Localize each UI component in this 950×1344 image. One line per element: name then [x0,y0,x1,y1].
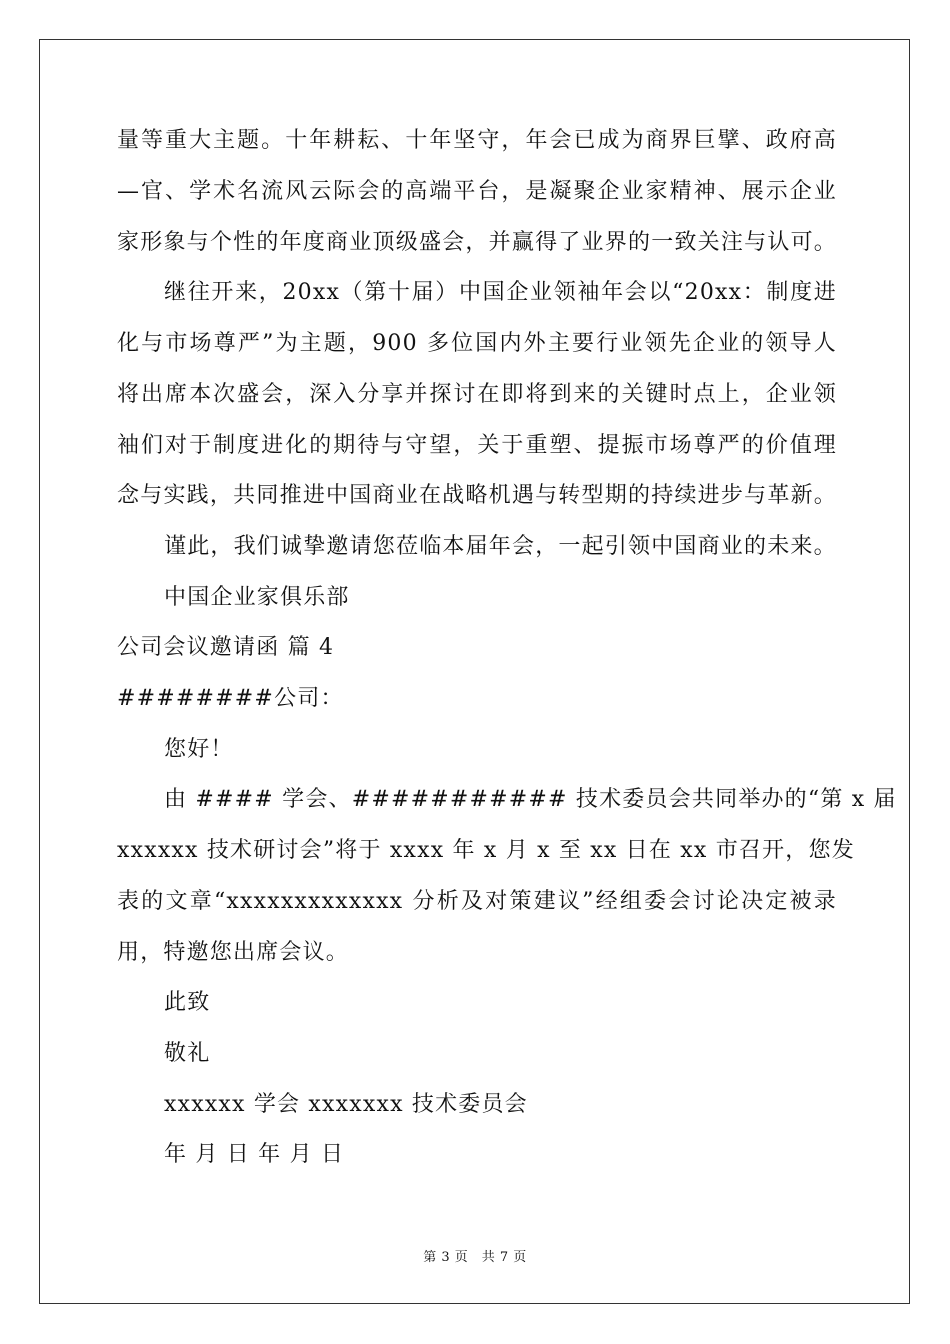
sender-line: xxxxxx 学会 xxxxxxx 技术委员会 [164,1092,528,1117]
paragraph-line: 用，特邀您出席会议。 [117,940,350,965]
paragraph-line: 家形象与个性的年度商业顶级盛会，并赢得了业界的一致关注与认可。 [117,230,837,255]
paragraph-line: xxxxxx 技术研讨会”将于 xxxx 年 x 月 x 至 xx 日在 xx 市召开，您发 [117,838,855,863]
paragraph-line: —官、学术名流风云际会的高端平台，是凝聚企业家精神、展示企业 [117,179,837,204]
salutation-recipient: ########公司： [117,686,344,711]
page-number: 第 3 页 共 7 页 [423,1250,527,1265]
signature-line: 中国企业家俱乐部 [164,585,350,610]
paragraph-line: 继往开来，20xx（第十届）中国企业领袖年会以“20xx：制度进 [164,280,837,305]
paragraph-line: 表的文章“xxxxxxxxxxxxx 分析及对策建议”经组委会讨论决定被录 [117,889,837,914]
paragraph-line: 将出席本次盛会，深入分享并探讨在即将到来的关键时点上，企业领 [117,382,837,407]
closing-line: 敬礼 [164,1041,211,1066]
closing-line: 此致 [164,990,211,1015]
paragraph-line: 谨此，我们诚挚邀请您莅临本届年会，一起引领中国商业的未来。 [164,534,837,559]
paragraph-line: 化与市场尊严”为主题，900 多位国内外主要行业领先企业的领导人 [117,331,837,356]
section-heading: 公司会议邀请函 篇 4 [117,635,335,660]
date-line: 年 月 日 年 月 日 [164,1142,345,1167]
paragraph-line: 由 #### 学会、########### 技术委员会共同举办的“第 x 届 [164,787,897,812]
greeting: 您好！ [164,737,234,762]
paragraph-line: 念与实践，共同推进中国商业在战略机遇与转型期的持续进步与革新。 [117,483,837,508]
paragraph-line: 量等重大主题。十年耕耘、十年坚守，年会已成为商界巨擘、政府高 [117,128,837,153]
paragraph-line: 袖们对于制度进化的期待与守望，关于重塑、提振市场尊严的价值理 [117,433,837,458]
